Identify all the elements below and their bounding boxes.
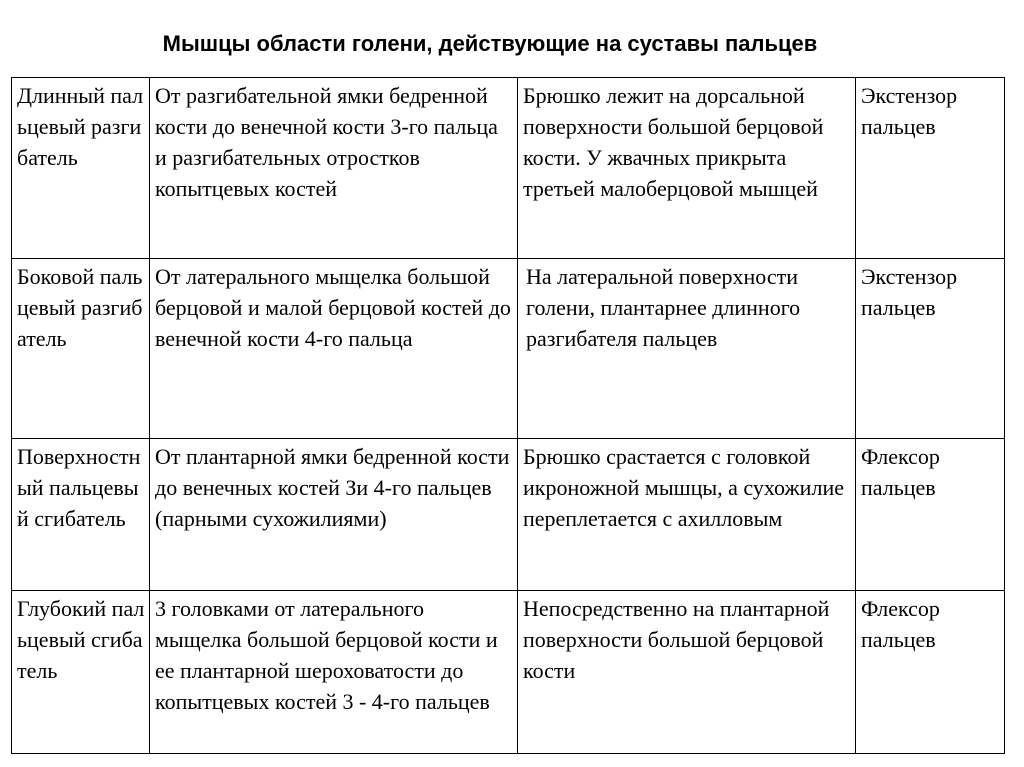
muscle-name-cell xyxy=(12,591,150,754)
position-cell: Брюшко срастается с головкой икроножной мышцы, а сухожилие переплетается с ахилловым xyxy=(518,439,856,591)
position-cell: Брюшко лежит на дорсальной поверхности большой берцовой кости. У жвачных прикрыта третьей малоберцовой мышцей xyxy=(518,78,856,259)
table-row xyxy=(12,78,1005,259)
muscle-name-cell xyxy=(12,78,150,259)
origin-cell: От плантарной ямки бедренной кости до венечных костей Зи 4-го пальцев (парными сухожилиями) xyxy=(150,439,518,591)
muscle-name-cell xyxy=(12,439,150,591)
muscles-table xyxy=(11,77,1005,754)
muscle-name: Поверхностный пальцевый сгибатель xyxy=(17,444,141,531)
muscle-name-cell xyxy=(12,259,150,439)
muscle-name: Боковой пальцевый разгибатель xyxy=(17,264,143,351)
table-row xyxy=(12,439,1005,591)
origin-cell: От разгибательной ямки бедренной кости до венечной кости 3-го пальца и разгибательных отростков копытцевых костей xyxy=(150,78,518,259)
muscle-name: Глубокий пальцевый сгибатель xyxy=(17,596,145,683)
page-title: Мышцы области голени, действующие на суставы пальцев xyxy=(162,31,818,56)
function-cell: Флексор пальцев xyxy=(856,439,1005,591)
table-row xyxy=(12,259,1005,439)
origin-cell: От латерального мыщелка большой берцовой и малой берцовой костей до венечной кости 4-го пальца xyxy=(150,259,518,439)
function-cell: Экстензор пальцев xyxy=(856,78,1005,259)
position-cell: На латеральной поверхности голени, плантарнее длинного разгибателя пальцев xyxy=(518,259,856,439)
function-cell: Флексор пальцев xyxy=(856,591,1005,754)
muscle-name: Длинный пальцевый разгибатель xyxy=(17,83,144,170)
table-row xyxy=(12,591,1005,754)
function-cell: Экстензор пальцев xyxy=(856,259,1005,439)
origin-cell: 3 головками от латерального мыщелка большой берцовой кости и ее плантарной шероховатости до копытцевых костей 3 - 4-го пальцев xyxy=(150,591,518,754)
position-cell: Непосредственно на плантарной поверхности большой берцовой кости xyxy=(518,591,856,754)
